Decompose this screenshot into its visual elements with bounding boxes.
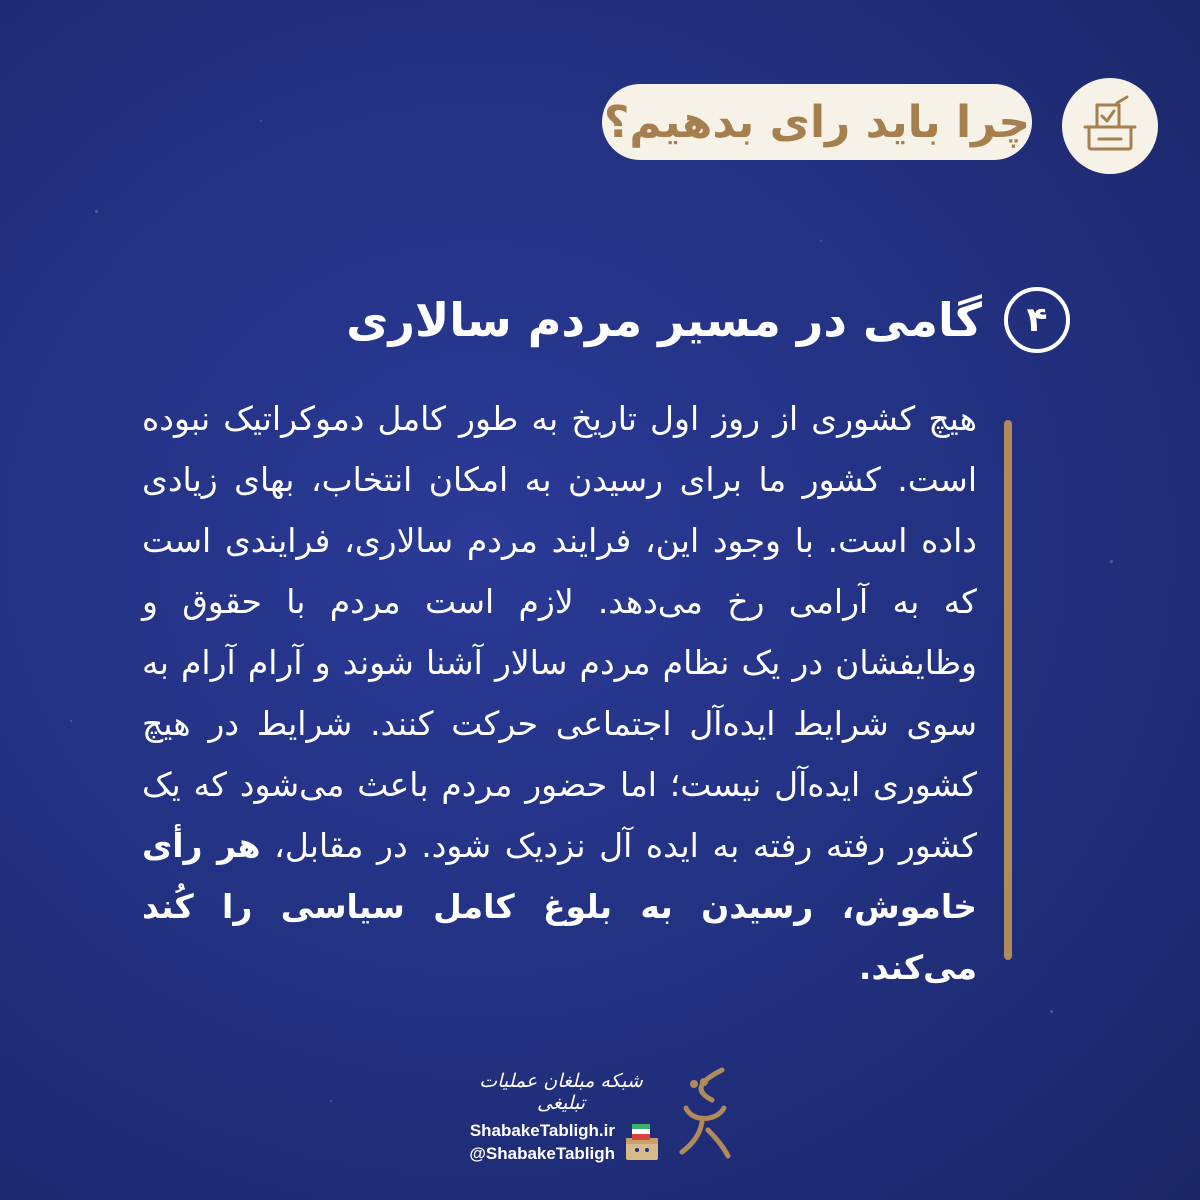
background-speck (95, 210, 98, 213)
ballot-box-flag-icon (620, 1118, 666, 1164)
shabake-logo-icon (672, 1060, 738, 1160)
section-title: گامی در مسیر مردم سالاری (346, 293, 982, 347)
page-title: چرا باید رای بدهیم؟ (603, 96, 1031, 148)
section-number-badge (1004, 287, 1070, 353)
body-paragraph (142, 388, 977, 998)
background-speck (1110, 560, 1113, 563)
background-speck (70, 720, 72, 722)
background-speck (1050, 1010, 1053, 1013)
section-heading (346, 282, 1070, 358)
accent-bar (1004, 420, 1012, 960)
background-speck (820, 240, 822, 242)
header-badge (1062, 78, 1158, 174)
section-number: ۴ (1026, 300, 1048, 340)
body-bold-text: هر رأی خاموش، رسیدن به بلوغ کامل سیاسی را کُند می‌کند. (142, 826, 977, 987)
background-speck (260, 120, 262, 122)
footer-calligraphy: شبکه مبلغان عملیات تبلیغی (479, 1070, 643, 1114)
footer-handle: @ShabakeTabligh (469, 1144, 615, 1163)
background-speck (330, 1100, 332, 1102)
header-pill (602, 84, 1032, 160)
ballot-box-icon (1077, 93, 1143, 159)
body-text: هیچ کشوری از روز اول تاریخ به طور کامل دموکراتیک نبوده است. کشور ما برای رسیدن به امکان انتخاب، بهای زیادی داده است. با وجود این، فرایند مردم سالاری، فرایندی است که به آرامی رخ می‌دهد. لازم است مردم با حقوق و وظایفشان در یک نظام مردم سالار آشنا شوند و آرام آرام به سوی شرایط ایده‌آل اجتماعی حرکت کنند. شرایط در هیچ کشوری ایده‌آل نیست؛ اما حضور مردم باعث می‌شود که یک کشور رفته رفته به ایده آل نزدیک شود. در مقابل، (142, 399, 977, 865)
footer-website: ShabakeTabligh.ir (469, 1121, 615, 1140)
